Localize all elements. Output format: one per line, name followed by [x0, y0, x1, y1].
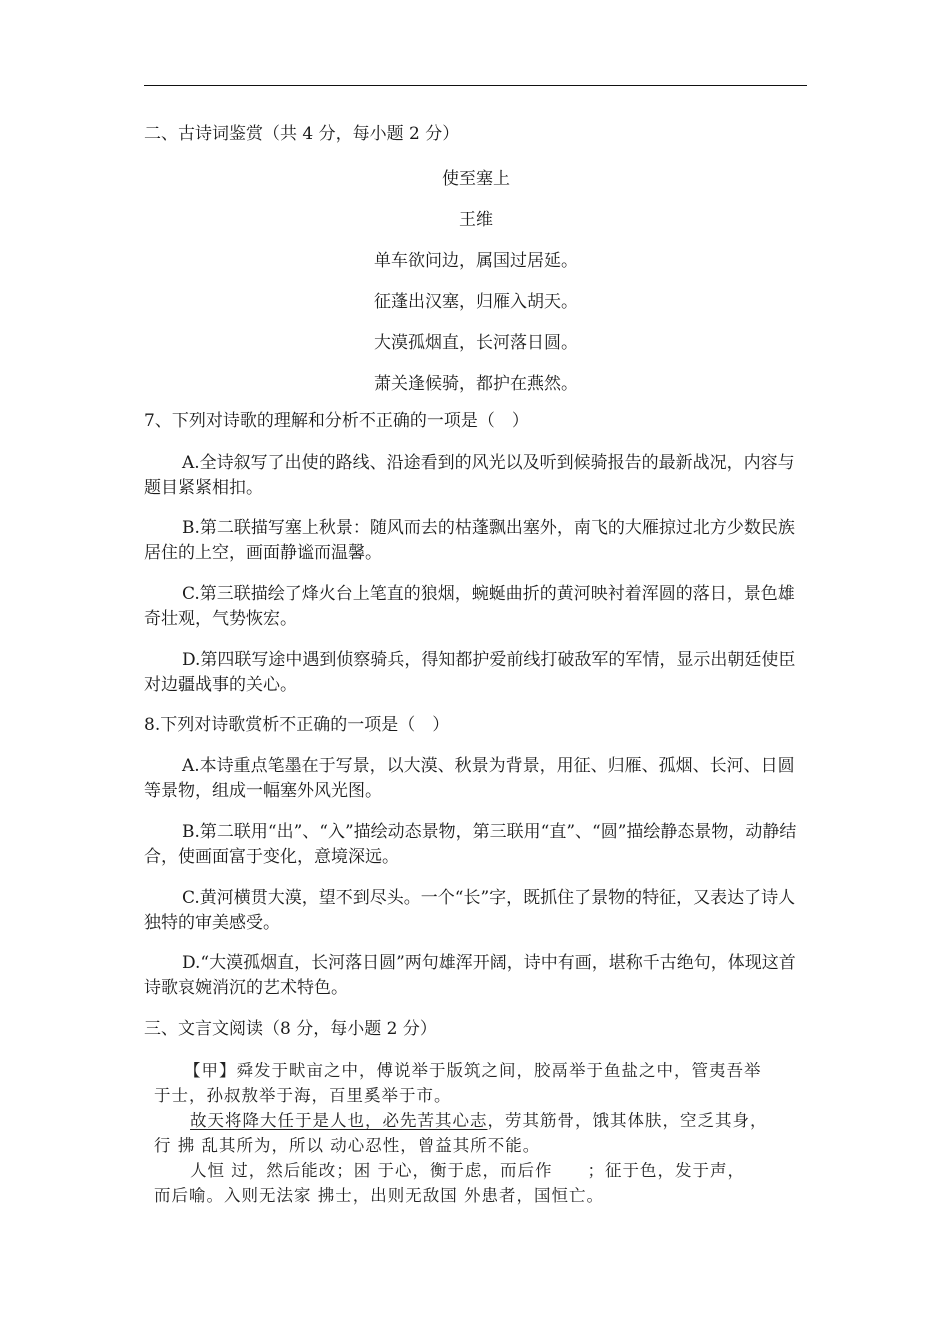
classical-p1-line-2: 于士，孙叔敖举于海，百里奚举于市。	[154, 1086, 452, 1105]
classical-p2-line-2: 行 拂 乱其所为，所以 动心忍性，曾益其所不能。	[154, 1136, 541, 1155]
classical-p1-line-1: 【甲】舜发于畎亩之中，傅说举于版筑之间，胶鬲举于鱼盐之中，管夷吾举	[184, 1061, 762, 1080]
poem-author: 王维	[459, 210, 493, 230]
question-8-stem: 8.下列对诗歌赏析不正确的一项是（ ）	[144, 715, 450, 735]
poem-line-1: 单车欲问边，属国过居延。	[374, 251, 578, 271]
classical-p2-line-1-rest: ，劳其筋骨，饿其体肤，空乏其身，	[487, 1111, 768, 1130]
section3-heading: 三、文言文阅读（8 分，每小题 2 分）	[144, 1019, 437, 1039]
question-8-option-b: B.第二联用“出”、“入”描绘动态景物，第三联用“直”、“圆”描绘静态景物，动静结合，使画面富于变化，意境深远。	[144, 822, 797, 867]
classical-p2-line-1	[144, 1108, 808, 1133]
question-7-option-b: B.第二联描写塞上秋景：随风而去的枯蓬飘出塞外，南飞的大雁掠过北方少数民族居住的上空，画面静谧而温馨。	[144, 518, 795, 563]
classical-p3-line-2: 而后喻。入则无法家 拂士，出则无敌国 外患者，国恒亡。	[154, 1186, 604, 1205]
question-8-option-d: D.“大漠孤烟直，长河落日圆”两句雄浑开阔，诗中有画，堪称千古绝句，体现这首诗歌哀婉消沉的艺术特色。	[144, 953, 796, 998]
question-7-option-d: D.第四联写途中遇到侦察骑兵，得知都护爱前线打破敌军的军情，显示出朝廷使臣对边疆战事的关心。	[144, 650, 796, 695]
classical-paragraph-2	[144, 1108, 808, 1158]
section2-heading: 二、古诗词鉴赏（共 4 分，每小题 2 分）	[144, 124, 460, 144]
poem-title: 使至塞上	[442, 169, 510, 189]
question-7-option-a: A.全诗叙写了出使的路线、沿途看到的风光以及听到候骑报告的最新战况，内容与题目紧紧相扣。	[144, 453, 795, 498]
classical-paragraph-1	[144, 1058, 808, 1108]
poem-line-2: 征蓬出汉塞，归雁入胡天。	[374, 292, 578, 312]
question-7-option-c: C.第三联描绘了烽火台上笔直的狼烟，蜿蜒曲折的黄河映衬着浑圆的落日，景色雄奇壮观，气势恢宏。	[144, 584, 795, 629]
classical-paragraph-3	[144, 1158, 808, 1208]
poem-line-4: 萧关逢候骑，都护在燕然。	[374, 374, 578, 394]
poem-line-3: 大漠孤烟直，长河落日圆。	[374, 333, 578, 353]
question-7-stem: 7、下列对诗歌的理解和分析不正确的一项是（ ）	[144, 411, 529, 431]
question-8-option-c: C.黄河横贯大漠，望不到尽头。一个“长”字，既抓住了景物的特征，又表达了诗人独特的审美感受。	[144, 888, 796, 933]
underlined-sentence: 故天将降大任于是人也，必先苦其心志	[190, 1111, 488, 1130]
question-8-option-a: A.本诗重点笔墨在于写景，以大漠、秋景为背景，用征、归雁、孤烟、长河、日圆等景物，组成一幅塞外风光图。	[144, 756, 795, 801]
header-rule	[144, 85, 807, 86]
classical-p3-line-1: 人恒 过，然后能改；困 于心，衡于虑，而后作 ；征于色，发于声，	[190, 1161, 745, 1180]
